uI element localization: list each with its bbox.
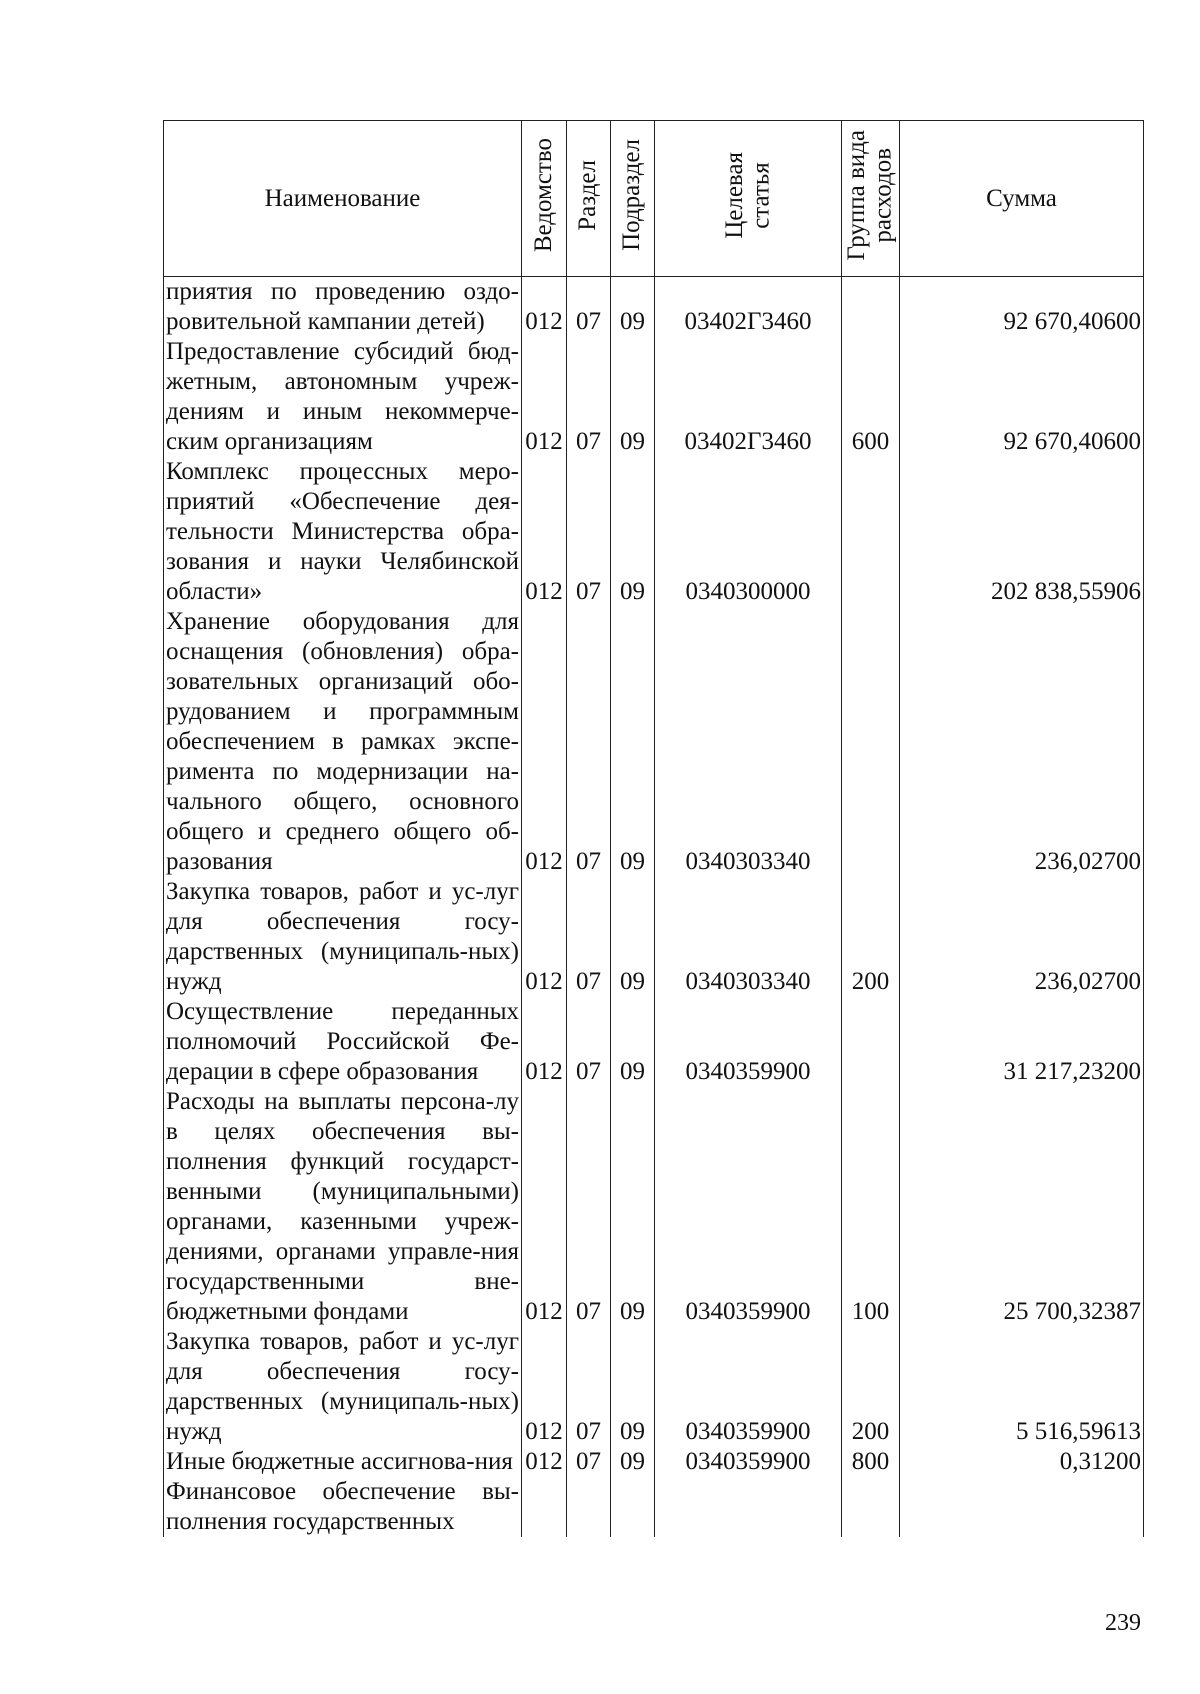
table-row [164, 277, 1144, 338]
cell-grp: 600 [842, 337, 900, 457]
table-body [164, 277, 1144, 1538]
cell-grp: 200 [842, 877, 900, 997]
page-number: 239 [1105, 1610, 1141, 1636]
cell-razd: 07 [567, 607, 611, 877]
cell-cel: 0340303340 [655, 607, 842, 877]
cell-cel: 03402Г3460 [655, 337, 842, 457]
cell-ved [522, 1477, 567, 1537]
cell-pod: 09 [611, 1087, 655, 1327]
cell-name: Предоставление субсидий бюд-жетным, автономным учреж-дениям и иным некоммерче-ским организациям [164, 337, 522, 457]
cell-name: Иные бюджетные ассигнова-ния [164, 1447, 522, 1477]
cell-name: Закупка товаров, работ и ус-луг для обеспечения госу-дарственных (муниципаль-ных) нужд [164, 877, 522, 997]
cell-sum: 202 838,55906 [900, 457, 1144, 607]
cell-cel: 0340359900 [655, 997, 842, 1087]
header-name [164, 121, 522, 277]
cell-razd [567, 1477, 611, 1537]
header-gruppa-text [844, 130, 897, 261]
header-podrazdel [611, 121, 655, 277]
cell-grp: 800 [842, 1447, 900, 1477]
cell-ved: 012 [522, 1327, 567, 1447]
header-vedomstvo-text: Ведомство [529, 137, 557, 253]
header-gruppa [842, 121, 900, 277]
cell-sum: 31 217,23200 [900, 997, 1144, 1087]
cell-razd: 07 [567, 457, 611, 607]
header-summa [900, 121, 1144, 277]
cell-name: Хранение оборудования для оснащения (обновления) обра-зовательных организаций обо-рудованием и программным обеспечением в рамках экспе-римента по модернизации на-чального общего, основного общего и среднего общего об-разования [164, 607, 522, 877]
cell-name: Осуществление переданных полномочий Российской Фе-дерации в сфере образования [164, 997, 522, 1087]
header-podrazdel-text: Подраздел [618, 139, 646, 251]
cell-ved: 012 [522, 337, 567, 457]
header-gruppa-line1: Группа вида [843, 129, 871, 261]
cell-cel: 0340300000 [655, 457, 842, 607]
cell-sum: 92 670,40600 [900, 337, 1144, 457]
cell-sum: 0,31200 [900, 1447, 1144, 1477]
cell-pod: 09 [611, 1327, 655, 1447]
cell-razd: 07 [567, 1447, 611, 1477]
cell-ved: 012 [522, 997, 567, 1087]
cell-ved: 012 [522, 1087, 567, 1327]
table-row [164, 607, 1144, 877]
cell-pod [611, 1477, 655, 1537]
cell-grp [842, 1477, 900, 1537]
cell-grp: 200 [842, 1327, 900, 1447]
cell-pod: 09 [611, 1447, 655, 1477]
cell-cel: 0340303340 [655, 877, 842, 997]
cell-cel: 03402Г3460 [655, 277, 842, 338]
header-summa-text: Сумма [986, 184, 1057, 212]
cell-name: Закупка товаров, работ и ус-луг для обеспечения госу-дарственных (муниципаль-ных) нужд [164, 1327, 522, 1447]
cell-sum: 236,02700 [900, 877, 1144, 997]
header-celevaya-text [722, 152, 775, 239]
cell-pod: 09 [611, 877, 655, 997]
cell-ved: 012 [522, 277, 567, 338]
cell-sum: 236,02700 [900, 607, 1144, 877]
header-vedomstvo [522, 121, 567, 277]
cell-name: Комплекс процессных меро-приятий «Обеспечение дея-тельности Министерства обра-зования и науки Челябинской области» [164, 457, 522, 607]
header-razdel-text: Раздел [574, 159, 602, 231]
header-celevaya-line2: статья [747, 161, 774, 229]
cell-ved: 012 [522, 457, 567, 607]
table-row [164, 1447, 1144, 1477]
table-header [164, 121, 1144, 277]
table-row [164, 1327, 1144, 1447]
cell-sum: 25 700,32387 [900, 1087, 1144, 1327]
cell-razd: 07 [567, 997, 611, 1087]
budget-table [163, 120, 1144, 1537]
cell-name: Финансовое обеспечение вы-полнения государственных [164, 1477, 522, 1537]
cell-razd: 07 [567, 877, 611, 997]
header-name-text: Наименование [264, 184, 421, 212]
header-razdel [567, 121, 611, 277]
cell-grp [842, 277, 900, 338]
table-row [164, 337, 1144, 457]
header-gruppa-line2: расходов [869, 147, 897, 243]
cell-grp [842, 607, 900, 877]
table-row [164, 1087, 1144, 1327]
header-celevaya [655, 121, 842, 277]
cell-grp [842, 997, 900, 1087]
table-row [164, 1477, 1144, 1537]
cell-ved: 012 [522, 877, 567, 997]
cell-ved: 012 [522, 607, 567, 877]
cell-pod: 09 [611, 277, 655, 338]
cell-sum: 5 516,59613 [900, 1327, 1144, 1447]
cell-ved: 012 [522, 1447, 567, 1477]
header-celevaya-line1: Целевая [720, 151, 748, 239]
cell-pod: 09 [611, 337, 655, 457]
cell-razd: 07 [567, 337, 611, 457]
table-row [164, 997, 1144, 1087]
cell-pod: 09 [611, 997, 655, 1087]
cell-grp: 100 [842, 1087, 900, 1327]
cell-name: Расходы на выплаты персона-лу в целях обеспечения вы-полнения функций государст-венными (муниципальными) органами, казенными учреж-дениями, органами управле-ния государственными вне-бюджетными фондами [164, 1087, 522, 1327]
cell-razd: 07 [567, 1327, 611, 1447]
cell-cel [655, 1477, 842, 1537]
table-row [164, 457, 1144, 607]
cell-razd: 07 [567, 277, 611, 338]
cell-cel: 0340359900 [655, 1447, 842, 1477]
cell-cel: 0340359900 [655, 1327, 842, 1447]
cell-sum: 92 670,40600 [900, 277, 1144, 338]
table-row [164, 877, 1144, 997]
cell-pod: 09 [611, 457, 655, 607]
cell-razd: 07 [567, 1087, 611, 1327]
cell-cel: 0340359900 [655, 1087, 842, 1327]
cell-name: приятия по проведению оздо-ровительной кампании детей) [164, 277, 522, 338]
cell-pod: 09 [611, 607, 655, 877]
cell-sum [900, 1477, 1144, 1537]
cell-grp [842, 457, 900, 607]
